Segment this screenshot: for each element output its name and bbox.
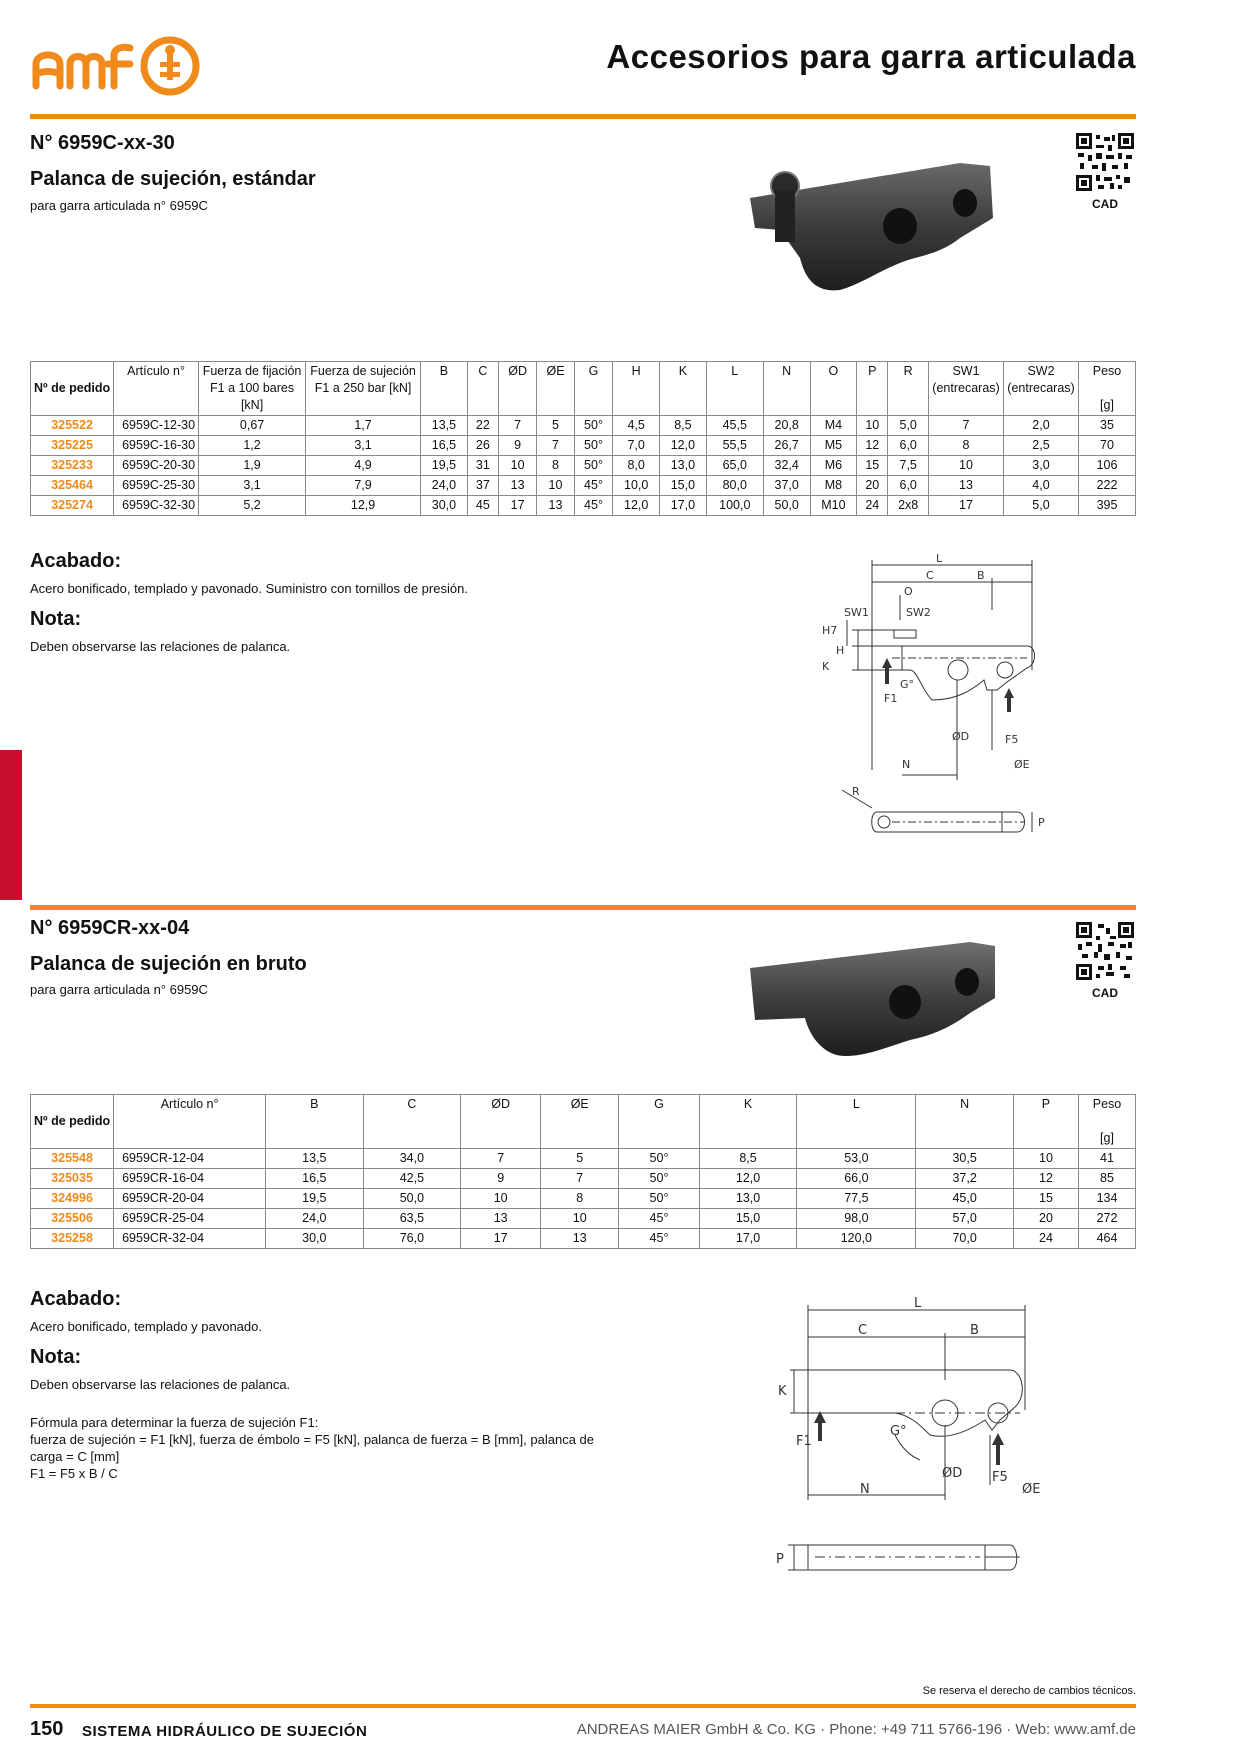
chapter-tab [0,750,22,900]
col-header-sw2: SW2 (entrecaras) [1004,362,1079,416]
drawing2-label-f1: F1 [796,1434,812,1449]
cell-e: 7 [537,436,574,456]
cell-f5: 3,1 [306,436,421,456]
page-number: 150 [30,1718,64,1740]
cell-e: 8 [541,1189,619,1209]
amf-logo [30,30,230,100]
drawing1-label-h: H [836,644,845,657]
cell-p: 10 [1013,1149,1078,1169]
cell-l: 53,0 [797,1149,916,1169]
footer-note: Se reserva el derecho de cambios técnicos. [922,1685,1136,1697]
drawing2-label-b: B [970,1323,979,1338]
table-row [31,496,1136,516]
cell-f1: 1,9 [199,456,306,476]
cell-o: M8 [810,476,857,496]
cell-n: 26,7 [763,436,810,456]
cell-n: 37,0 [763,476,810,496]
cell-f1: 1,2 [199,436,306,456]
cell-r: 6,0 [888,476,929,496]
cell-g: 50° [574,416,613,436]
cell-b: 30,0 [266,1229,364,1249]
col-header-d: ØD [498,362,536,416]
cell-p: 12 [857,436,888,456]
cell-sw2: 4,0 [1004,476,1079,496]
col2-header-d: ØD [461,1095,541,1149]
page-title: Accesorios para garra articulada [606,38,1136,75]
footer-company-contact: ANDREAS MAIER GmbH & Co. KG · Phone: +49 711 5766-196 · Web: www.amf.de [576,1721,1136,1738]
cell-g: 50° [574,436,613,456]
col-header-b: B [421,362,468,416]
cell-articulo: 6959CR-25-04 [114,1209,266,1229]
cell-c: 22 [467,416,498,436]
col2-header-e: ØE [541,1095,619,1149]
cell-e: 10 [541,1209,619,1229]
cell-k: 15,0 [699,1209,797,1229]
table-row [31,1169,1136,1189]
cell-l: 100,0 [706,496,763,516]
cell-d: 13 [461,1209,541,1229]
cell-n: 70,0 [916,1229,1014,1249]
drawing2-label-g: G° [890,1424,907,1439]
cell-sw2: 2,0 [1004,416,1079,436]
cell-n: 37,2 [916,1169,1014,1189]
col2-header-peso: Peso [g] [1079,1095,1136,1149]
section2-nota-text: Deben observarse las relaciones de palanca. [30,1377,291,1392]
cell-d: 10 [461,1189,541,1209]
col2-header-articulo: Artículo n° [114,1095,266,1149]
cell-f5: 7,9 [306,476,421,496]
drawing1-label-e: ØE [1014,758,1030,771]
technical-drawing-lever-raw [760,1295,1070,1605]
cell-pedido[interactable]: 325258 [31,1229,114,1249]
cell-g: 45° [619,1229,700,1249]
section2-spec-table [30,1094,1136,1249]
drawing1-label-l: L [936,552,943,565]
cell-peso: 464 [1079,1229,1136,1249]
col-header-r: R [888,362,929,416]
cell-sw1: 7 [929,416,1004,436]
cell-o: M6 [810,456,857,476]
drawing1-label-g: G° [900,678,915,691]
col-header-o: O [810,362,857,416]
cell-articulo: 6959C-25-30 [114,476,199,496]
cell-articulo: 6959CR-32-04 [114,1229,266,1249]
col-header-n: N [763,362,810,416]
table-row [31,416,1136,436]
cell-articulo: 6959C-12-30 [114,416,199,436]
cell-k: 13,0 [699,1189,797,1209]
cell-peso: 41 [1079,1149,1136,1169]
section2-subtitle: para garra articulada n° 6959C [30,982,208,997]
drawing2-label-d: ØD [942,1466,963,1481]
cad-qr-code-2[interactable] [1076,922,1134,980]
table-row [31,1229,1136,1249]
cell-d: 9 [461,1169,541,1189]
section2-table-body [31,1149,1136,1249]
cell-f5: 4,9 [306,456,421,476]
cell-d: 17 [461,1229,541,1249]
formula-line1: fuerza de sujeción = F1 [kN], fuerza de émbolo = F5 [kN], palanca de fuerza = B [mm], palanca de [30,1432,594,1447]
cell-pedido[interactable]: 325522 [31,416,114,436]
drawing1-label-f5: F5 [1005,733,1019,746]
cell-h: 12,0 [613,496,660,516]
cad-label-1: CAD [1092,197,1118,211]
drawing2-label-l: L [914,1296,922,1311]
cell-articulo: 6959CR-20-04 [114,1189,266,1209]
drawing2-label-n: N [860,1482,870,1497]
product-photo-lever-raw [745,938,1000,1063]
drawing2-label-f5: F5 [992,1470,1008,1485]
section1-acabado-text: Acero bonificado, templado y pavonado. Suministro con tornillos de presión. [30,581,468,596]
drawing2-label-k: K [778,1384,787,1399]
drawing1-label-k: K [822,660,830,673]
cell-c: 37 [467,476,498,496]
section2-acabado-title: Acabado: [30,1288,122,1310]
cell-peso: 70 [1079,436,1136,456]
col2-header-l: L [797,1095,916,1149]
cell-f5: 1,7 [306,416,421,436]
cell-pedido[interactable]: 325233 [31,456,114,476]
section1-table-body [31,416,1136,516]
cell-k: 8,5 [660,416,707,436]
cell-sw1: 8 [929,436,1004,456]
section1-acabado-title: Acabado: [30,550,122,572]
cell-articulo: 6959C-32-30 [114,496,199,516]
cell-g: 50° [619,1189,700,1209]
cell-sw2: 3,0 [1004,456,1079,476]
col2-header-pedido: Nº de pedido [31,1095,114,1149]
cell-r: 2x8 [888,496,929,516]
section1-nota-title: Nota: [30,608,82,630]
col2-header-k: K [699,1095,797,1149]
drawing1-label-c: C [926,569,934,582]
cell-d: 13 [498,476,536,496]
cell-c: 76,0 [363,1229,461,1249]
cell-l: 77,5 [797,1189,916,1209]
col-header-sw1: SW1 (entrecaras) [929,362,1004,416]
cell-f1: 5,2 [199,496,306,516]
cell-o: M10 [810,496,857,516]
cell-c: 31 [467,456,498,476]
col2-header-b: B [266,1095,364,1149]
cell-p: 15 [857,456,888,476]
cell-l: 65,0 [706,456,763,476]
cell-k: 15,0 [660,476,707,496]
cell-d: 7 [461,1149,541,1169]
cell-e: 5 [537,416,574,436]
cell-pedido[interactable]: 325548 [31,1149,114,1169]
col2-header-c: C [363,1095,461,1149]
drawing2-label-c: C [858,1323,868,1338]
cad-label-2: CAD [1092,986,1118,1000]
drawing1-label-sw1: SW1 [844,606,869,619]
cad-qr-code-1[interactable] [1076,133,1134,191]
section2-title: Palanca de sujeción en bruto [30,953,307,975]
cell-e: 8 [537,456,574,476]
col-header-pedido: Nº de pedido [31,362,114,416]
section2-acabado-text: Acero bonificado, templado y pavonado. [30,1319,262,1334]
cell-p: 15 [1013,1189,1078,1209]
footer-section-name: SISTEMA HIDRÁULICO DE SUJECIÓN [82,1723,368,1740]
cell-peso: 35 [1079,416,1136,436]
drawing1-label-r: R [852,785,860,798]
cell-articulo: 6959CR-16-04 [114,1169,266,1189]
cell-o: M4 [810,416,857,436]
drawing1-label-sw2: SW2 [906,606,931,619]
cell-g: 50° [574,456,613,476]
section1-number: N° 6959C-xx-30 [30,132,175,154]
section2-rule [30,905,1136,910]
table-row [31,1209,1136,1229]
cell-c: 26 [467,436,498,456]
table-row [31,456,1136,476]
drawing1-label-d: ØD [952,730,970,743]
col-header-peso: Peso [g] [1079,362,1136,416]
cell-b: 16,5 [266,1169,364,1189]
cell-b: 19,5 [266,1189,364,1209]
cell-d: 7 [498,416,536,436]
drawing1-label-h7: H7 [822,624,838,637]
header-rule [30,114,1136,119]
col2-header-n: N [916,1095,1014,1149]
col-header-c: C [467,362,498,416]
cell-p: 20 [857,476,888,496]
formula-intro: Fórmula para determinar la fuerza de sujeción F1: [30,1415,319,1430]
cell-k: 12,0 [660,436,707,456]
table-row [31,1189,1136,1209]
cell-p: 20 [1013,1209,1078,1229]
cell-l: 45,5 [706,416,763,436]
cell-peso: 106 [1079,456,1136,476]
cell-c: 63,5 [363,1209,461,1229]
cell-d: 10 [498,456,536,476]
cell-k: 13,0 [660,456,707,476]
cell-g: 45° [574,476,613,496]
col-header-articulo: Artículo n° [114,362,199,416]
cell-c: 50,0 [363,1189,461,1209]
cell-h: 10,0 [613,476,660,496]
cell-p: 24 [857,496,888,516]
cell-h: 7,0 [613,436,660,456]
technical-drawing-lever-standard [792,550,1057,840]
cell-e: 7 [541,1169,619,1189]
cell-c: 34,0 [363,1149,461,1169]
cell-articulo: 6959CR-12-04 [114,1149,266,1169]
cell-g: 50° [619,1149,700,1169]
cell-k: 12,0 [699,1169,797,1189]
cell-b: 30,0 [421,496,468,516]
cell-articulo: 6959C-16-30 [114,436,199,456]
cell-l: 55,5 [706,436,763,456]
cell-r: 7,5 [888,456,929,476]
cell-pedido[interactable]: 325225 [31,436,114,456]
cell-sw2: 5,0 [1004,496,1079,516]
cell-o: M5 [810,436,857,456]
cell-l: 98,0 [797,1209,916,1229]
cell-l: 66,0 [797,1169,916,1189]
cell-pedido[interactable]: 325274 [31,496,114,516]
cell-f1: 3,1 [199,476,306,496]
table-row [31,476,1136,496]
formula-line2: carga = C [mm] [30,1449,120,1464]
cell-p: 12 [1013,1169,1078,1189]
drawing1-label-o: O [904,585,913,598]
cell-e: 13 [537,496,574,516]
cell-n: 20,8 [763,416,810,436]
section1-subtitle: para garra articulada n° 6959C [30,198,208,213]
cell-g: 45° [574,496,613,516]
cell-sw2: 2,5 [1004,436,1079,456]
cell-peso: 85 [1079,1169,1136,1189]
cell-r: 5,0 [888,416,929,436]
cell-g: 50° [619,1169,700,1189]
cell-n: 32,4 [763,456,810,476]
cell-e: 13 [541,1229,619,1249]
cell-p: 24 [1013,1229,1078,1249]
drawing2-label-e: ØE [1022,1482,1041,1497]
col2-header-g: G [619,1095,700,1149]
cell-n: 30,5 [916,1149,1014,1169]
cell-articulo: 6959C-20-30 [114,456,199,476]
cell-b: 19,5 [421,456,468,476]
cell-e: 10 [537,476,574,496]
col-header-k: K [660,362,707,416]
col-header-f1: Fuerza de fijación F1 a 100 bares [kN] [199,362,306,416]
cell-n: 57,0 [916,1209,1014,1229]
cell-k: 8,5 [699,1149,797,1169]
cell-pedido[interactable]: 325464 [31,476,114,496]
cell-peso: 395 [1079,496,1136,516]
cell-l: 120,0 [797,1229,916,1249]
cell-c: 42,5 [363,1169,461,1189]
cell-f5: 12,9 [306,496,421,516]
col-header-h: H [613,362,660,416]
cell-b: 13,5 [421,416,468,436]
cell-c: 45 [467,496,498,516]
cell-b: 16,5 [421,436,468,456]
section2-nota-title: Nota: [30,1346,82,1368]
cell-sw1: 13 [929,476,1004,496]
cell-g: 45° [619,1209,700,1229]
cell-sw1: 17 [929,496,1004,516]
drawing1-label-f1: F1 [884,692,898,705]
cell-n: 50,0 [763,496,810,516]
product-photo-lever-standard [745,158,1000,293]
cell-sw1: 10 [929,456,1004,476]
drawing1-label-b: B [977,569,985,582]
cell-b: 24,0 [266,1209,364,1229]
col-header-p: P [857,362,888,416]
cell-pedido[interactable]: 325506 [31,1209,114,1229]
drawing1-label-p: P [1038,816,1045,829]
cell-p: 10 [857,416,888,436]
section2-number: N° 6959CR-xx-04 [30,917,190,939]
cell-peso: 134 [1079,1189,1136,1209]
cell-n: 45,0 [916,1189,1014,1209]
drawing1-label-n: N [902,758,911,771]
cell-peso: 272 [1079,1209,1136,1229]
col2-header-p: P [1013,1095,1078,1149]
section1-spec-table [30,361,1136,516]
table-row [31,1149,1136,1169]
col-header-e: ØE [537,362,574,416]
cell-pedido[interactable]: 325035 [31,1169,114,1189]
cell-k: 17,0 [660,496,707,516]
cell-e: 5 [541,1149,619,1169]
col-header-g: G [574,362,613,416]
cell-h: 4,5 [613,416,660,436]
cell-h: 8,0 [613,456,660,476]
cell-k: 17,0 [699,1229,797,1249]
cell-pedido[interactable]: 324996 [31,1189,114,1209]
cell-l: 80,0 [706,476,763,496]
cell-b: 13,5 [266,1149,364,1169]
footer-rule [30,1704,1136,1708]
cell-d: 9 [498,436,536,456]
col-header-f5: Fuerza de sujeción F1 a 250 bar [kN] [306,362,421,416]
cell-peso: 222 [1079,476,1136,496]
drawing2-label-p: P [776,1552,784,1567]
col-header-l: L [706,362,763,416]
table-row [31,436,1136,456]
cell-f1: 0,67 [199,416,306,436]
cell-b: 24,0 [421,476,468,496]
formula-line3: F1 = F5 x B / C [30,1466,118,1481]
cell-d: 17 [498,496,536,516]
cell-r: 6,0 [888,436,929,456]
section1-title: Palanca de sujeción, estándar [30,168,316,190]
section1-nota-text: Deben observarse las relaciones de palanca. [30,639,291,654]
